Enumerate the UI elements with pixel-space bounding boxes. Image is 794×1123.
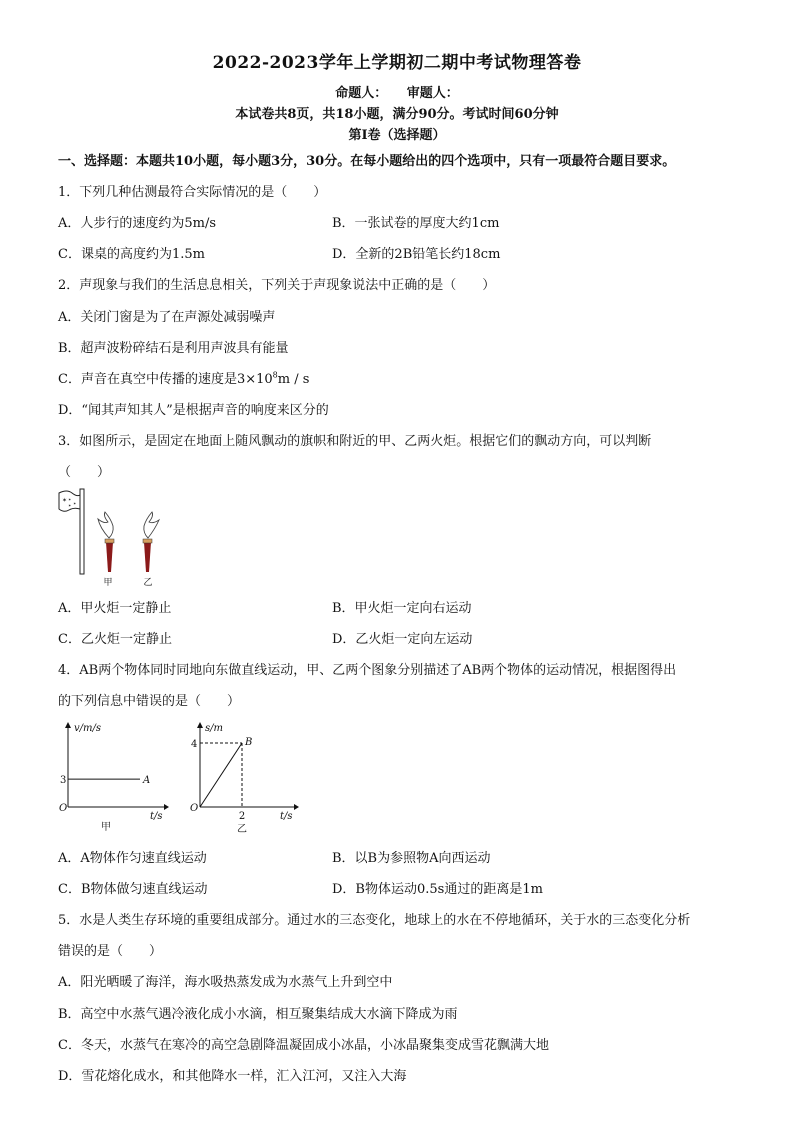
y-axis-arrow	[65, 722, 71, 728]
y-tick-label: 3	[60, 775, 67, 787]
author-line: 命题人： 审题人：	[335, 86, 459, 101]
y-tick-label: 4	[191, 739, 198, 750]
q4-option-c: C．B物体做匀速直线运动	[58, 882, 208, 897]
question-4-stem: 4．AB两个物体同时同地向东做直线运动，甲、乙两个图象分别描述了AB两个物体的运动情况，根据图得出	[58, 663, 677, 678]
q1-option-b: B．一张试卷的厚度大约1cm	[332, 216, 500, 231]
svg-text:✶: ✶	[73, 501, 77, 506]
exam-title: 2022-2023学年上学期初二期中考试物理答卷	[212, 53, 582, 73]
question-4-stem-cont: 的下列信息中错误的是（ ）	[58, 694, 241, 709]
q2-option-b: B．超声波粉碎结石是利用声波具有能量	[58, 341, 289, 356]
q4-option-a: A．A物体作匀速直线运动	[58, 851, 207, 866]
exam-info: 本试卷共8页，共18小题，满分90分。考试时间60分钟	[235, 107, 559, 122]
q5-option-a: A．阳光晒暖了海洋，海水吸热蒸发成为水蒸气上升到空中	[58, 975, 393, 990]
speed-value: $3\times 10^8m / s$	[236, 370, 310, 387]
question-5-stem-cont: 错误的是（ ）	[58, 944, 163, 959]
x-axis-arrow	[294, 804, 299, 810]
question-3-stem-cont: （ ）	[58, 465, 111, 480]
series-b-label: B	[245, 737, 253, 748]
flag-torch-figure	[56, 486, 176, 591]
question-1-stem: 1．下列几种估测最符合实际情况的是（ ）	[58, 185, 327, 200]
label-jia: 甲	[103, 578, 113, 588]
q2-option-a: A．关闭门窗是为了在声源处减弱噪声	[58, 310, 276, 325]
series-a-label: A	[143, 775, 151, 787]
q2-option-c	[58, 368, 309, 387]
x-tick-label: 2	[238, 811, 246, 822]
q3-option-d: D．乙火炬一定向左运动	[332, 632, 473, 647]
ylabel: s/m	[205, 723, 223, 734]
torch-yi-icon	[143, 512, 159, 572]
series-b-line	[200, 743, 242, 807]
ylabel: v/m/s	[74, 723, 102, 734]
q5-option-c: C．冬天，水蒸气在寒冷的高空急剧降温凝固成小冰晶，小冰晶聚集变成雪花飘满大地	[58, 1038, 549, 1053]
q1-option-a: A．人步行的速度约为5m/s	[58, 216, 217, 231]
q4-option-b: B．以B为参照物A向西运动	[332, 851, 491, 866]
q5-option-b: B．高空中水蒸气遇冷液化成小水滴，相互聚集结成大水滴下降成为雨	[58, 1007, 458, 1022]
svg-text:✶: ✶	[68, 497, 72, 502]
graph-jia-data	[60, 775, 150, 786]
y-axis-arrow	[197, 722, 203, 728]
origin-label: O	[59, 803, 68, 814]
q4-option-d: D．B物体运动0.5s通过的距离是1m	[332, 882, 543, 897]
graph-jia	[56, 718, 174, 836]
volume-title: 第Ⅰ卷（选择题）	[348, 128, 446, 143]
q2-option-d: D．“闻其声知其人”是根据声音的响度来区分的	[58, 403, 329, 418]
q3-option-a: A．甲火炬一定静止	[58, 601, 172, 616]
q3-option-c: C．乙火炬一定静止	[58, 632, 172, 647]
q2-option-c-text: C．声音在真空中传播的速度是	[58, 372, 237, 387]
q5-option-d: D．雪花熔化成水，和其他降水一样，汇入江河，又注入大海	[58, 1069, 407, 1084]
flag-icon	[59, 489, 84, 574]
q1-option-c: C．课桌的高度约为1.5m	[58, 247, 205, 262]
xlabel: t/s	[150, 811, 163, 822]
svg-text:✶: ✶	[62, 497, 68, 504]
question-2-stem: 2．声现象与我们的生活息息相关，下列关于声现象说法中正确的是（ ）	[58, 278, 496, 293]
section-heading: 一、选择题：本题共10小题，每小题3分，30分。在每小题给出的四个选项中，只有一项最符合题目要求。	[58, 154, 676, 169]
q1-option-d: D．全新的2B铅笔长约18cm	[332, 247, 501, 262]
caption: 乙	[237, 824, 247, 835]
origin-label: O	[190, 803, 199, 814]
xlabel: t/s	[280, 811, 293, 822]
x-axis-arrow	[164, 804, 169, 810]
caption: 甲	[101, 822, 111, 833]
question-5-stem: 5．水是人类生存环境的重要组成部分。通过水的三态变化，地球上的水在不停地循环，关于水的三态变化分析	[58, 913, 691, 928]
torch-jia-icon	[98, 512, 114, 572]
label-yi: 乙	[143, 578, 153, 588]
svg-text:✶: ✶	[68, 503, 72, 508]
graph-yi	[186, 718, 304, 836]
q3-option-b: B．甲火炬一定向右运动	[332, 601, 472, 616]
question-3-stem: 3．如图所示，是固定在地面上随风飘动的旗帜和附近的甲、乙两火炬。根据它们的飘动方向，可以判断	[58, 434, 652, 449]
